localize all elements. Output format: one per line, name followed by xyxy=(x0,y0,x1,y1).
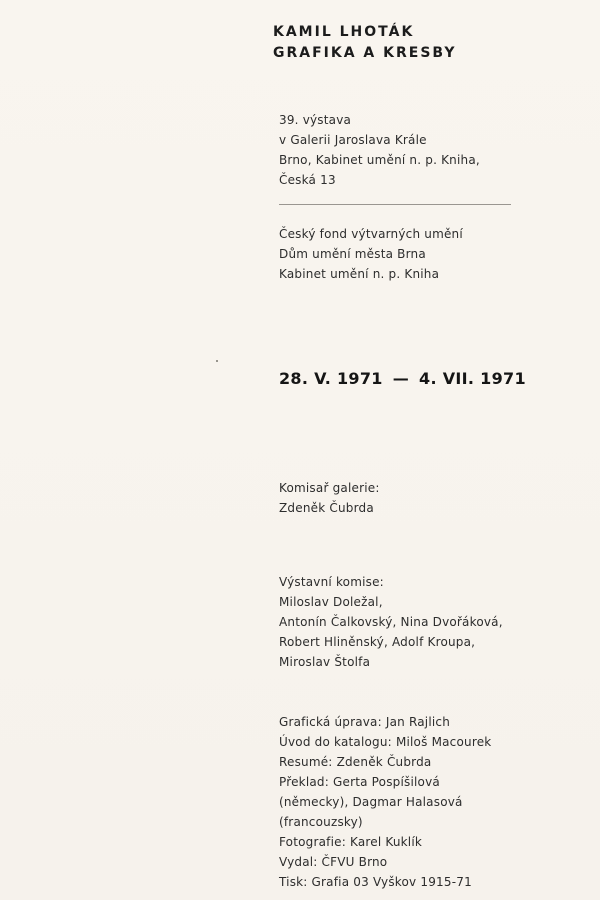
credit-line: (německy), Dagmar Halasová xyxy=(279,795,463,809)
venue-line: 39. výstava xyxy=(279,113,352,127)
venue-line: v Galerii Jaroslava Krále xyxy=(279,133,427,147)
credit-line: Vydal: ČFVU Brno xyxy=(279,855,388,869)
organizer-line: Český fond výtvarných umění xyxy=(279,227,463,241)
credit-line: (francouzsky) xyxy=(279,815,363,829)
venue-line: Česká 13 xyxy=(279,173,336,187)
credit-line: Fotografie: Karel Kuklík xyxy=(279,835,423,849)
commissioner-block xyxy=(279,478,380,518)
credit-line: Resumé: Zdeněk Čubrda xyxy=(279,755,432,769)
committee-line: Miloslav Doležal, xyxy=(279,595,383,609)
organizer-line: Kabinet umění n. p. Kniha xyxy=(279,267,440,281)
date-separator: — xyxy=(392,369,410,388)
exhibition-dates xyxy=(279,369,526,388)
committee-line: Výstavní komise: xyxy=(279,575,384,589)
committee-line: Antonín Čalkovský, Nina Dvořáková, xyxy=(279,615,503,629)
date-start: 28. V. 1971 xyxy=(279,369,383,388)
credit-line: Tisk: Grafia 03 Vyškov 1915-71 xyxy=(279,875,472,889)
artist-name: KAMIL LHOTÁK xyxy=(273,24,415,40)
commissioner-label: Komisař galerie: xyxy=(279,481,380,495)
commissioner-name: Zdeněk Čubrda xyxy=(279,501,374,515)
section-divider xyxy=(279,204,511,205)
committee-line: Miroslav Štolfa xyxy=(279,655,371,669)
committee-block xyxy=(279,572,503,672)
catalog-title xyxy=(273,22,456,64)
paper-speck xyxy=(216,360,218,362)
committee-line: Robert Hliněnský, Adolf Kroupa, xyxy=(279,635,476,649)
credit-line: Grafická úprava: Jan Rajlich xyxy=(279,715,451,729)
credit-line: Překlad: Gerta Pospíšilová xyxy=(279,775,440,789)
credit-line: Úvod do katalogu: Miloš Macourek xyxy=(279,735,492,749)
organizer-line: Dům umění města Brna xyxy=(279,247,426,261)
venue-line: Brno, Kabinet umění n. p. Kniha, xyxy=(279,153,480,167)
organizers-block xyxy=(279,224,463,284)
venue-block xyxy=(279,110,480,190)
credits-block xyxy=(279,712,491,892)
date-end: 4. VII. 1971 xyxy=(419,369,526,388)
exhibition-subtitle: GRAFIKA A KRESBY xyxy=(273,45,457,61)
